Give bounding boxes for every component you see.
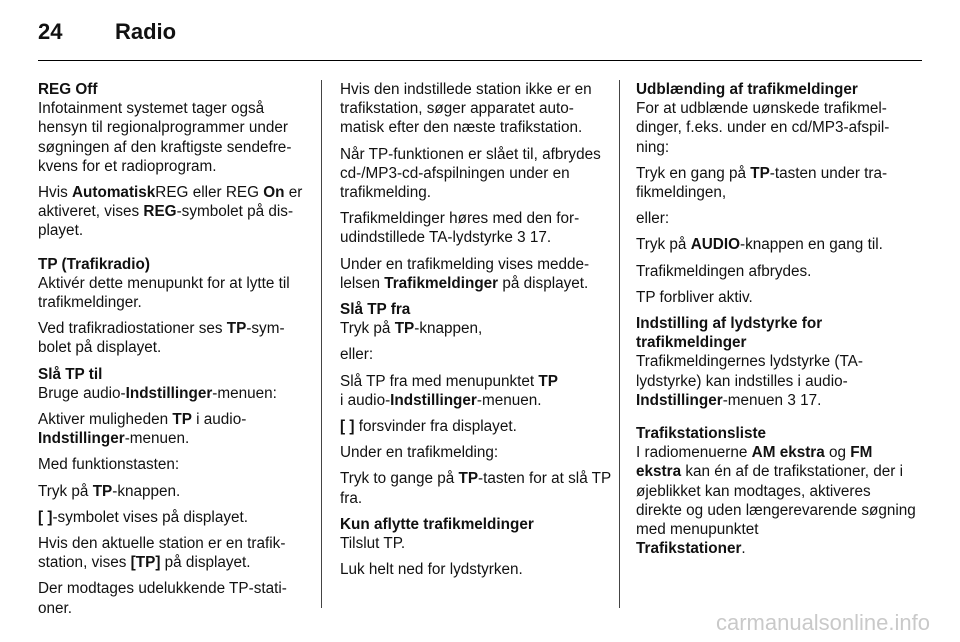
section-heading: REG Off [38, 81, 98, 98]
paragraph: Tryk på TP-knappen, [340, 320, 483, 338]
paragraph: For at udblænde uønskede trafikmeldinger, f.eks. under en cd/MP3-afspilning: [636, 100, 890, 156]
column-2 [340, 80, 612, 586]
paragraph: Tryk en gang på TP-tasten under trafikmeldingen, [636, 164, 888, 202]
paragraph: Med funktionstasten: [38, 456, 180, 474]
paragraph: Hvis AutomatiskREG eller REG On er aktiveret, vises REG-symbolet på displayet. [38, 184, 303, 240]
section-heading: Slå TP til [38, 365, 103, 383]
paragraph: TP forbliver aktiv. [636, 288, 753, 306]
paragraph: Tryk på TP-knappen. [38, 482, 181, 500]
paragraph: Bruge audio-Indstillinger-menuen: [38, 384, 277, 402]
page-number: 24 [38, 19, 63, 44]
section-heading: Udblænding af trafikmeldinger [636, 81, 858, 98]
paragraph: Trafikmeldingernes lydstyrke (TA-lydstyrke) kan indstilles i audio-Indstillinger-menuen 3 17. [636, 353, 863, 409]
section-heading: TP (Trafikradio) [38, 255, 150, 273]
paragraph: Hvis den aktuelle station er en trafikstation, vises [TP] på displayet. [38, 535, 286, 572]
paragraph: [ ] forsvinder fra displayet. [340, 418, 517, 436]
paragraph: I radiomenuerne AM ekstra og FM ekstra kan én af de trafikstationer, der i øjeblikket kan modtages, aktiveres direkte og uden længerevarende søgning med menupunktet [636, 444, 916, 539]
paragraph: Når TP-funktionen er slået til, afbrydes cd-/MP3-cd-afspilningen under en trafikmelding. [340, 145, 601, 202]
column-divider [619, 80, 620, 608]
paragraph: Infotainment systemet tager også hensyn til regionalprogrammer under søgningen af den kraftigste sendefrekvens for et radioprogram. [38, 100, 292, 175]
paragraph: eller: [340, 346, 374, 364]
section-heading: Slå TP fra [340, 301, 411, 319]
paragraph: Under en trafikmelding vises meddelelsen Trafikmeldinger på displayet. [340, 255, 590, 292]
column-1 [38, 80, 310, 625]
paragraph: Trafikmeldingen afbrydes. [636, 262, 812, 280]
paragraph: Under en trafikmelding: [340, 444, 499, 462]
paragraph: Aktivér dette menupunkt for at lytte til trafikmeldinger. [38, 274, 290, 312]
header-rule [38, 60, 922, 61]
section-heading: Trafikstationsliste [636, 425, 767, 443]
paragraph: Ved trafikradiostationer ses TP-symbolet på displayet. [38, 320, 285, 357]
page-ref-icon: 3 [787, 391, 796, 409]
section-heading: Kun aflytte trafikmeldinger [340, 515, 534, 533]
paragraph: Aktiver muligheden TP i audio- Indstillinger-menuen. [38, 411, 247, 448]
paragraph: Slå TP fra med menupunktet TP i audio-Indstillinger-menuen. [340, 372, 558, 409]
section-heading: Indstilling af lydstyrke for trafikmeldinger [636, 315, 823, 352]
column-divider [321, 80, 322, 608]
watermark: carmanualsonline.info [715, 610, 930, 635]
page-ref-icon: 3 [517, 229, 526, 247]
paragraph: Tilslut TP. [340, 535, 406, 553]
page-title: Radio [115, 19, 177, 44]
paragraph: Tryk på AUDIO-knappen en gang til. [636, 236, 883, 254]
column-3 [636, 80, 916, 565]
paragraph: Luk helt ned for lydstyrken. [340, 561, 523, 579]
paragraph: Tryk to gange på TP-tasten for at slå TP fra. [340, 470, 611, 507]
paragraph: Hvis den indstillede station ikke er en trafikstation, søger apparatet automatisk efter den næste trafikstation. [340, 81, 592, 137]
paragraph: Trafikmeldinger høres med den forudindstillede TA-lydstyrke 3 17. [340, 210, 580, 247]
paragraph: eller: [636, 210, 670, 228]
paragraph: Trafikstationer. [636, 540, 746, 558]
paragraph: [ ]-symbolet vises på displayet. [38, 508, 248, 526]
paragraph: Der modtages udelukkende TP-stationer. [38, 580, 287, 617]
